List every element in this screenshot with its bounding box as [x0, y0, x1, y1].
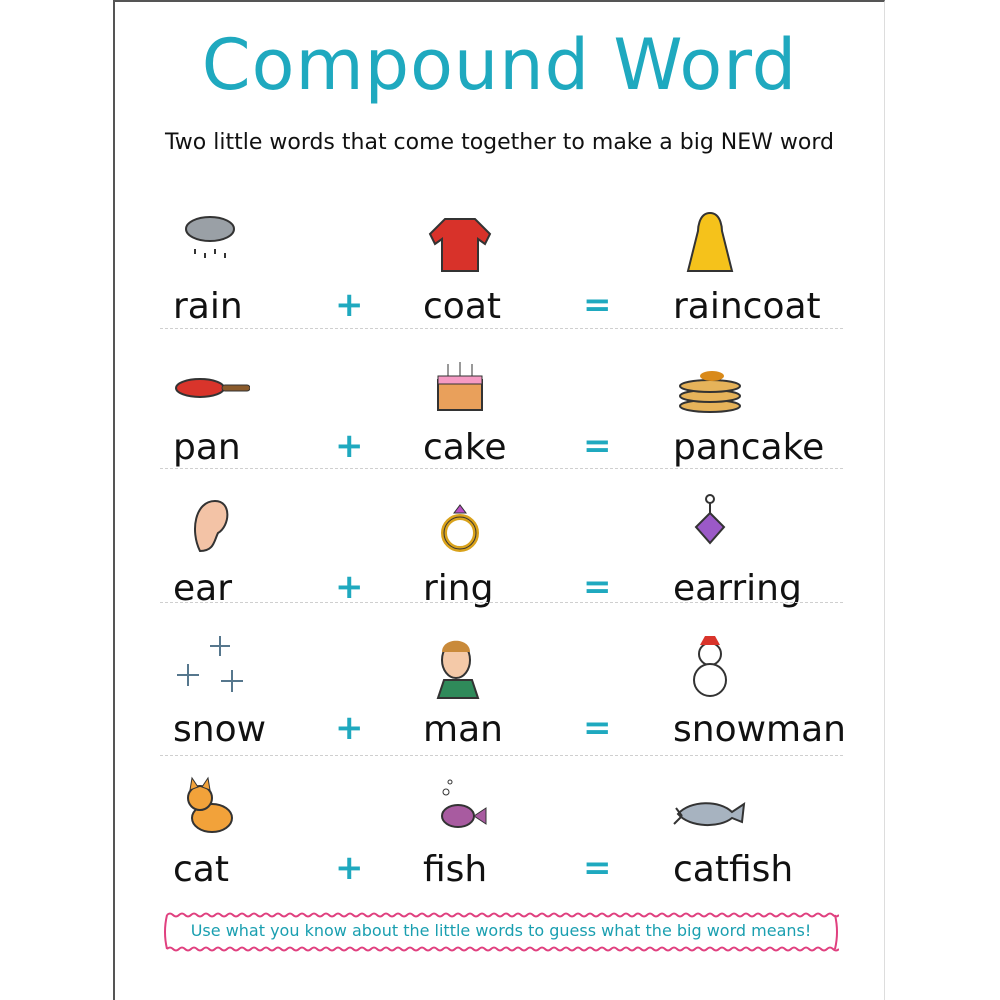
poster-subtitle: Two little words that come together to make a big NEW word [165, 130, 834, 155]
coat-icon [420, 209, 500, 279]
second-word: cake [423, 427, 507, 468]
first-word: rain [173, 286, 243, 327]
catfish-icon [670, 772, 750, 842]
second-word: coat [423, 286, 501, 327]
second-word: man [423, 709, 503, 750]
plus-sign: + [335, 285, 364, 325]
equals-sign: = [583, 848, 612, 888]
snowman-icon [670, 632, 750, 702]
equals-sign: = [583, 285, 612, 325]
poster [113, 0, 885, 1000]
equals-sign: = [583, 567, 612, 607]
compound-word: snowman [673, 709, 846, 750]
birthday-cake-icon [420, 350, 500, 420]
compound-row-raincoat [165, 187, 845, 327]
footer-text: Use what you know about the little words to guess what the big word means! [190, 921, 812, 940]
compound-word: pancake [673, 427, 825, 468]
rain-cloud-icon [170, 209, 250, 279]
first-word: cat [173, 849, 229, 890]
compound-row-catfish [165, 750, 845, 890]
plus-sign: + [335, 426, 364, 466]
second-word: fish [423, 849, 488, 890]
snowflakes-icon [170, 632, 250, 702]
fish-icon [420, 772, 500, 842]
second-word: ring [423, 568, 494, 609]
raincoat-icon [670, 209, 750, 279]
equals-sign: = [583, 426, 612, 466]
footer-callout [163, 910, 839, 954]
man-icon [420, 632, 500, 702]
first-word: pan [173, 427, 241, 468]
first-word: ear [173, 568, 233, 609]
ear-icon [170, 491, 250, 561]
pancakes-icon [670, 350, 750, 420]
row-divider [160, 755, 843, 756]
cat-icon [170, 772, 250, 842]
row-divider [160, 468, 843, 469]
row-divider [160, 602, 843, 603]
compound-word: catfish [673, 849, 794, 890]
compound-word: earring [673, 568, 802, 609]
plus-sign: + [335, 708, 364, 748]
compound-row-pancake [165, 328, 845, 468]
plus-sign: + [335, 567, 364, 607]
first-word: snow [173, 709, 267, 750]
compound-word: raincoat [673, 286, 821, 327]
plus-sign: + [335, 848, 364, 888]
compound-row-snowman [165, 610, 845, 750]
frying-pan-icon [170, 350, 250, 420]
ring-icon [420, 491, 500, 561]
earring-icon [670, 491, 750, 561]
compound-row-earring [165, 469, 845, 609]
poster-title: Compound Word [201, 24, 798, 106]
equals-sign: = [583, 708, 612, 748]
row-divider [160, 328, 843, 329]
